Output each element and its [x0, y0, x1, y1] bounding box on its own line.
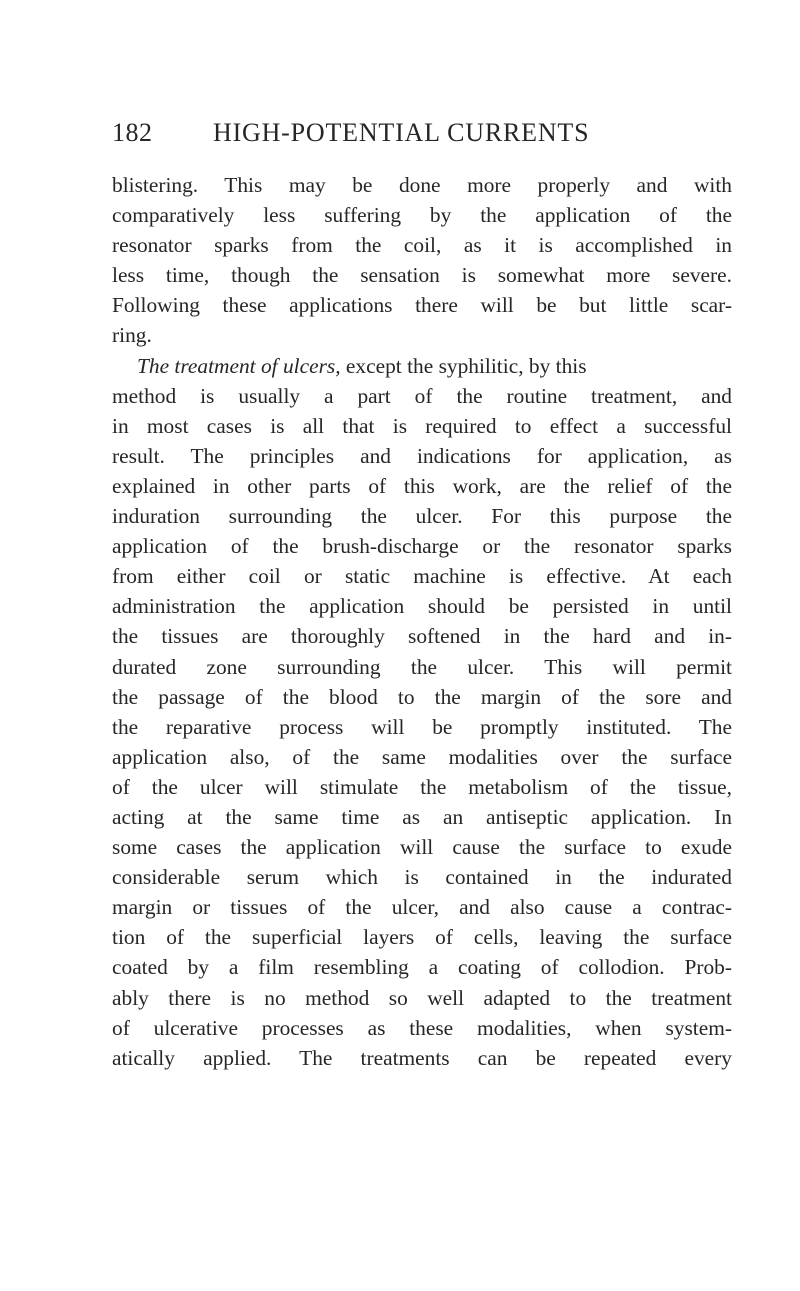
- text-line: from either coil or static machine is effective. At each: [112, 564, 732, 589]
- text-line: the passage of the blood to the margin of the sore and: [112, 684, 732, 709]
- text-line: of ulcerative processes as these modalities, when system-: [112, 1015, 732, 1040]
- text-line: the tissues are thoroughly softened in the hard and in-: [112, 624, 732, 649]
- text-line: the reparative process will be promptly instituted. The: [112, 714, 732, 739]
- text-line: application of the brush-discharge or the resonator sparks: [112, 534, 732, 559]
- text-line: resonator sparks from the coil, as it is accomplished in: [112, 233, 732, 258]
- text-line: less time, though the sensation is somewhat more severe.: [112, 263, 732, 288]
- text-line: margin or tissues of the ulcer, and also cause a contrac-: [112, 895, 732, 920]
- text-line: Following these applications there will be but little scar-: [112, 293, 732, 318]
- text-line: tion of the superficial layers of cells, leaving the surface: [112, 925, 732, 950]
- text-line: in most cases is all that is required to effect a successful: [112, 413, 732, 438]
- text-line: method is usually a part of the routine treatment, and: [112, 383, 732, 408]
- body-text: [112, 170, 732, 1073]
- text-line: ring.: [112, 323, 152, 348]
- page-header: [112, 118, 712, 152]
- text-line: of the ulcer will stimulate the metabolism of the tissue,: [112, 774, 732, 799]
- text-line: comparatively less suffering by the application of the: [112, 203, 732, 228]
- text-line: application also, of the same modalities over the surface: [112, 744, 732, 769]
- page-number: 182: [112, 118, 153, 147]
- text-line: blistering. This may be done more properly and with: [112, 173, 732, 197]
- paragraph-first-line: [112, 351, 732, 381]
- text-line: some cases the application will cause the surface to exude: [112, 835, 732, 860]
- italic-run-in-heading: The treatment of ulcers,: [137, 353, 341, 378]
- text-line: atically applied. The treatments can be repeated every: [112, 1045, 732, 1070]
- text-line: ably there is no method so well adapted to the treatment: [112, 985, 732, 1010]
- text-line: considerable serum which is contained in the indurated: [112, 865, 732, 890]
- text-line: explained in other parts of this work, are the relief of the: [112, 473, 732, 498]
- text-line: acting at the same time as an antiseptic application. In: [112, 804, 732, 829]
- text-line: coated by a film resembling a coating of collodion. Prob-: [112, 955, 732, 980]
- text-run: except the syphilitic, by this: [340, 353, 587, 378]
- text-line: induration surrounding the ulcer. For this purpose the: [112, 504, 732, 529]
- text-line: result. The principles and indications for application, as: [112, 443, 732, 468]
- text-line: durated zone surrounding the ulcer. This will permit: [112, 654, 732, 679]
- text-line: administration the application should be persisted in until: [112, 594, 732, 619]
- running-head: HIGH-POTENTIAL CURRENTS: [213, 118, 590, 147]
